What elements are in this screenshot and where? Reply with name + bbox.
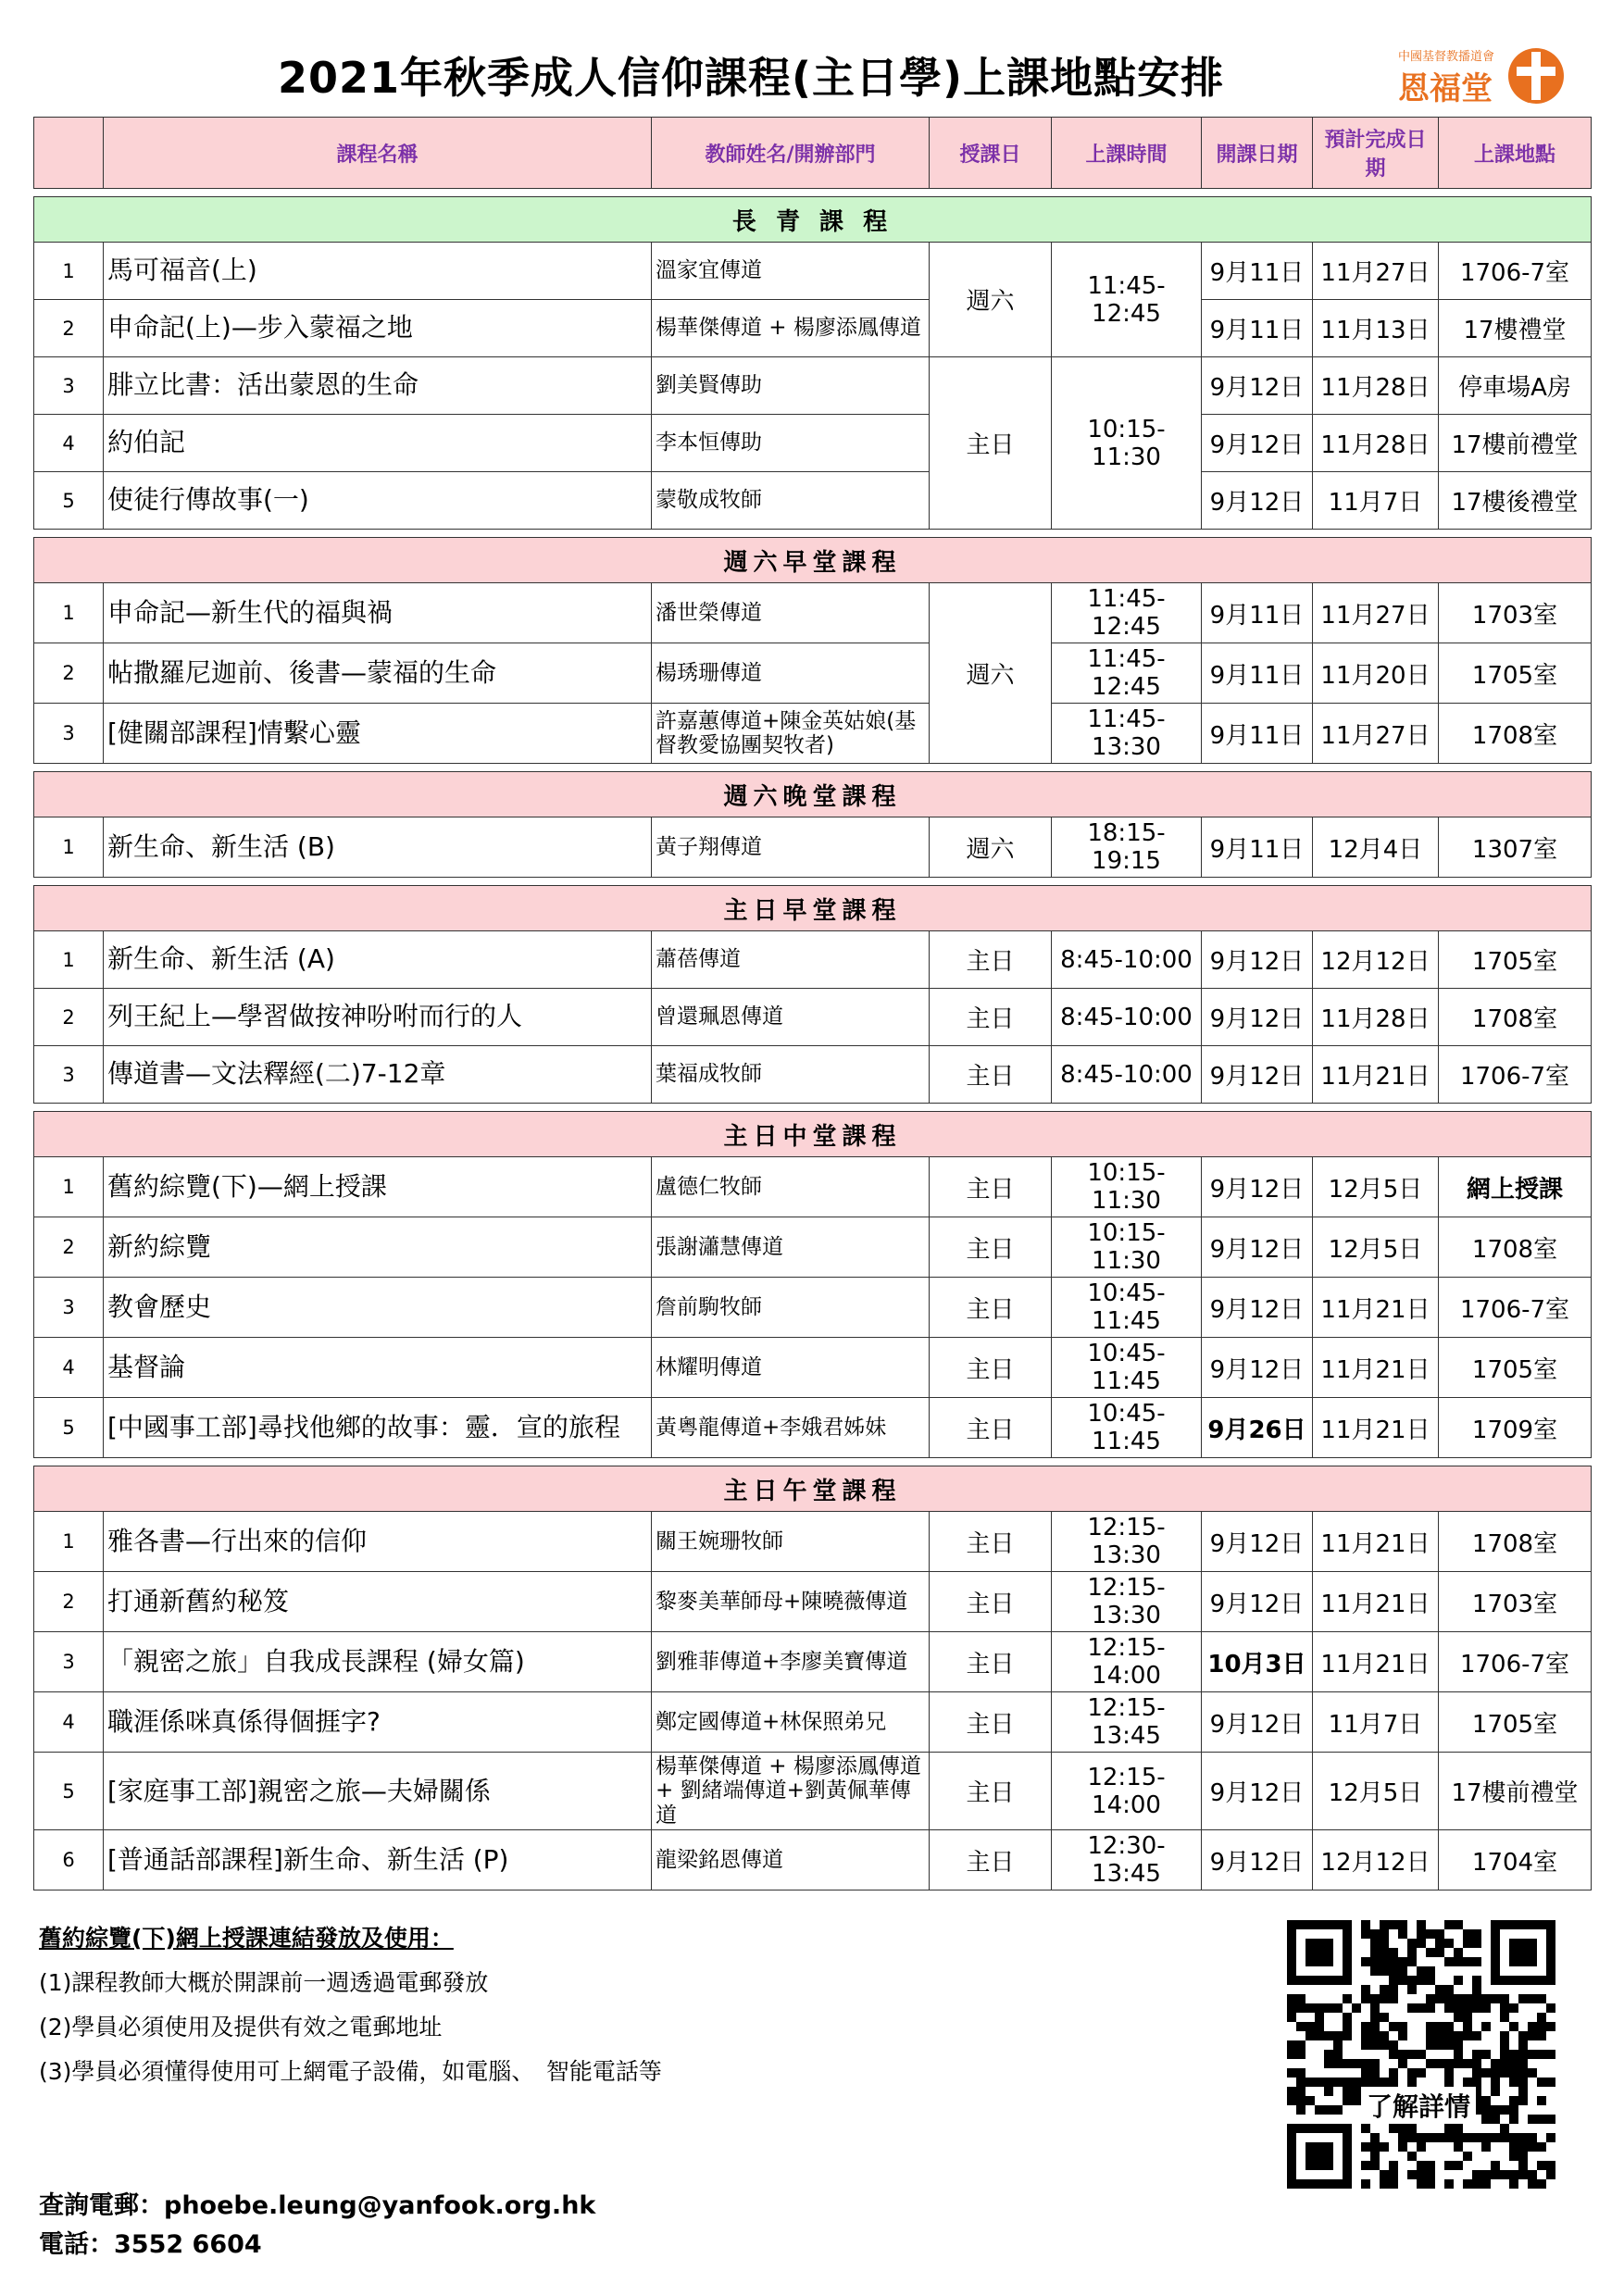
course-location: 1705室 <box>1439 643 1592 704</box>
course-end-date: 11月28日 <box>1313 415 1439 472</box>
course-row <box>34 472 1592 530</box>
course-day: 主日 <box>930 1512 1052 1572</box>
course-start-date: 9月12日 <box>1202 931 1313 989</box>
course-location: 1706-7室 <box>1439 243 1592 300</box>
course-teacher: 劉美賢傳助 <box>652 357 930 415</box>
section-title: 週六早堂課程 <box>34 538 1592 583</box>
course-start-date: 9月11日 <box>1202 300 1313 357</box>
course-name: 使徒行傳故事(一) <box>104 472 652 530</box>
course-location: 1708室 <box>1439 1512 1592 1572</box>
course-name: 約伯記 <box>104 415 652 472</box>
course-teacher: 蒙敬成牧師 <box>652 472 930 530</box>
section-title: 主日早堂課程 <box>34 886 1592 931</box>
section-title: 長 青 課 程 <box>34 197 1592 243</box>
course-start-date: 9月12日 <box>1202 357 1313 415</box>
course-day: 主日 <box>930 1572 1052 1632</box>
course-end-date: 11月21日 <box>1313 1398 1439 1458</box>
course-name: 職涯係咪真係得個捱字? <box>104 1692 652 1753</box>
course-start-date: 9月12日 <box>1202 1572 1313 1632</box>
course-name: 新約綜覽 <box>104 1217 652 1278</box>
course-teacher: 龍梁銘恩傳道 <box>652 1830 930 1890</box>
course-number: 1 <box>34 1512 104 1572</box>
course-teacher: 黃粵龍傳道+李娥君姊妹 <box>652 1398 930 1458</box>
course-location: 1706-7室 <box>1439 1278 1592 1338</box>
course-number: 4 <box>34 1338 104 1398</box>
course-number: 3 <box>34 1046 104 1104</box>
course-start-date: 9月26日 <box>1202 1398 1313 1458</box>
course-location: 17樓前禮堂 <box>1439 415 1592 472</box>
course-number: 1 <box>34 1157 104 1217</box>
course-day: 主日 <box>930 989 1052 1046</box>
course-start-date: 9月12日 <box>1202 1046 1313 1104</box>
course-location: 1705室 <box>1439 1692 1592 1753</box>
church-logo <box>1398 44 1565 107</box>
course-row <box>34 931 1592 989</box>
course-time: 12:15-14:00 <box>1052 1632 1202 1692</box>
cross-icon <box>1507 44 1565 107</box>
course-location: 1705室 <box>1439 931 1592 989</box>
course-name: 傳道書—文法釋經(二)7-12章 <box>104 1046 652 1104</box>
course-row <box>34 415 1592 472</box>
course-location: 1705室 <box>1439 1338 1592 1398</box>
course-end-date: 11月27日 <box>1313 704 1439 764</box>
course-number: 2 <box>34 1572 104 1632</box>
course-time: 8:45-10:00 <box>1052 989 1202 1046</box>
course-day: 週六 <box>930 243 1052 357</box>
course-row <box>34 704 1592 764</box>
course-teacher: 溫家宜傳道 <box>652 243 930 300</box>
course-time: 12:15-13:30 <box>1052 1572 1202 1632</box>
course-name: [家庭事工部]親密之旅—夫婦關係 <box>104 1753 652 1830</box>
course-start-date: 9月12日 <box>1202 1692 1313 1753</box>
course-row <box>34 1046 1592 1104</box>
course-name: 基督論 <box>104 1338 652 1398</box>
course-number: 3 <box>34 704 104 764</box>
course-end-date: 11月28日 <box>1313 989 1439 1046</box>
course-location: 1703室 <box>1439 583 1592 643</box>
course-end-date: 12月5日 <box>1313 1753 1439 1830</box>
course-number: 3 <box>34 1278 104 1338</box>
notes-item: (1)課程教師大概於開課前一週透過電郵發放 <box>39 1969 489 1996</box>
course-end-date: 11月27日 <box>1313 583 1439 643</box>
course-row <box>34 817 1592 878</box>
course-time: 8:45-10:00 <box>1052 1046 1202 1104</box>
course-time: 10:15-11:30 <box>1052 1217 1202 1278</box>
course-name: 腓立比書：活出蒙恩的生命 <box>104 357 652 415</box>
course-name: 列王紀上—學習做按神吩咐而行的人 <box>104 989 652 1046</box>
course-start-date: 9月11日 <box>1202 243 1313 300</box>
course-start-date: 9月12日 <box>1202 1753 1313 1830</box>
column-header: 課程名稱 <box>104 118 652 189</box>
course-end-date: 12月12日 <box>1313 1830 1439 1890</box>
course-end-date: 11月21日 <box>1313 1278 1439 1338</box>
column-header: 上課地點 <box>1439 118 1592 189</box>
course-row <box>34 1157 1592 1217</box>
course-row <box>34 1338 1592 1398</box>
notes-item: (2)學員必須使用及提供有效之電郵地址 <box>39 2014 443 2040</box>
contact-info <box>39 2187 595 2265</box>
course-start-date: 9月12日 <box>1202 1512 1313 1572</box>
course-number: 5 <box>34 472 104 530</box>
course-start-date: 9月11日 <box>1202 643 1313 704</box>
course-name: 打通新舊約秘笈 <box>104 1572 652 1632</box>
course-name: [中國事工部]尋找他鄉的故事：靈．宣的旅程 <box>104 1398 652 1458</box>
course-row <box>34 1278 1592 1338</box>
course-location: 1706-7室 <box>1439 1632 1592 1692</box>
qr-code-image <box>1281 1915 1561 2192</box>
course-start-date: 9月12日 <box>1202 472 1313 530</box>
course-time: 10:45-11:45 <box>1052 1338 1202 1398</box>
column-header: 教師姓名/開辦部門 <box>652 118 930 189</box>
course-start-date: 9月12日 <box>1202 1157 1313 1217</box>
course-teacher: 關王婉珊牧師 <box>652 1512 930 1572</box>
course-time: 12:15-13:45 <box>1052 1692 1202 1753</box>
course-time: 11:45-12:45 <box>1052 643 1202 704</box>
course-location: 17樓禮堂 <box>1439 300 1592 357</box>
online-course-notes <box>39 1916 662 2094</box>
course-row <box>34 1572 1592 1632</box>
column-header <box>34 118 104 189</box>
section-title: 週六晚堂課程 <box>34 772 1592 817</box>
course-number: 2 <box>34 643 104 704</box>
logo-subtitle: 中國基督教播道會 <box>1398 50 1495 64</box>
course-time: 8:45-10:00 <box>1052 931 1202 989</box>
course-number: 1 <box>34 931 104 989</box>
schedule-table <box>33 117 1592 1890</box>
course-location: 1307室 <box>1439 817 1592 878</box>
course-day: 主日 <box>930 1632 1052 1692</box>
course-time: 11:45-13:30 <box>1052 704 1202 764</box>
contact-phone: 電話：3552 6604 <box>39 2230 262 2259</box>
course-name: 雅各書—行出來的信仰 <box>104 1512 652 1572</box>
course-name: 帖撒羅尼迦前、後書—蒙福的生命 <box>104 643 652 704</box>
course-teacher: 楊華傑傳道 + 楊廖添鳳傳道 <box>652 300 930 357</box>
course-row <box>34 1692 1592 1753</box>
course-day: 主日 <box>930 1217 1052 1278</box>
course-day: 主日 <box>930 1692 1052 1753</box>
course-location: 1708室 <box>1439 989 1592 1046</box>
course-end-date: 11月7日 <box>1313 1692 1439 1753</box>
course-day: 主日 <box>930 357 1052 530</box>
course-name: [健關部課程]情繫心靈 <box>104 704 652 764</box>
column-header: 授課日 <box>930 118 1052 189</box>
course-name: 馬可福音(上) <box>104 243 652 300</box>
course-location: 1704室 <box>1439 1830 1592 1890</box>
course-teacher: 盧德仁牧師 <box>652 1157 930 1217</box>
course-end-date: 11月21日 <box>1313 1572 1439 1632</box>
course-teacher: 林耀明傳道 <box>652 1338 930 1398</box>
course-day: 主日 <box>930 1753 1052 1830</box>
course-day: 週六 <box>930 817 1052 878</box>
course-number: 1 <box>34 817 104 878</box>
course-number: 4 <box>34 1692 104 1753</box>
course-time: 10:15-11:30 <box>1052 357 1202 530</box>
course-number: 2 <box>34 1217 104 1278</box>
course-teacher: 蕭蓓傳道 <box>652 931 930 989</box>
course-number: 4 <box>34 415 104 472</box>
course-teacher: 詹前駒牧師 <box>652 1278 930 1338</box>
course-row <box>34 357 1592 415</box>
course-row <box>34 1217 1592 1278</box>
course-end-date: 12月5日 <box>1313 1217 1439 1278</box>
page-title: 2021年秋季成人信仰課程(主日學)上課地點安排 <box>278 53 1225 103</box>
course-number: 2 <box>34 300 104 357</box>
logo-name: 恩福堂 <box>1398 70 1493 107</box>
course-start-date: 9月12日 <box>1202 1830 1313 1890</box>
course-location: 1709室 <box>1439 1398 1592 1458</box>
course-teacher: 許嘉蕙傳道+陳金英姑娘(基督教愛協團契牧者) <box>652 704 930 764</box>
course-time: 11:45-12:45 <box>1052 243 1202 357</box>
course-location: 1703室 <box>1439 1572 1592 1632</box>
course-start-date: 10月3日 <box>1202 1632 1313 1692</box>
notes-heading: 舊約綜覽(下)網上授課連結發放及使用： <box>39 1925 454 1952</box>
section-title: 主日午堂課程 <box>34 1466 1592 1512</box>
course-number: 3 <box>34 1632 104 1692</box>
course-start-date: 9月12日 <box>1202 1217 1313 1278</box>
course-end-date: 11月21日 <box>1313 1338 1439 1398</box>
course-location: 17樓後禮堂 <box>1439 472 1592 530</box>
qr-code[interactable] <box>1281 1915 1561 2192</box>
course-teacher: 葉福成牧師 <box>652 1046 930 1104</box>
section-title: 主日中堂課程 <box>34 1112 1592 1157</box>
course-end-date: 11月7日 <box>1313 472 1439 530</box>
notes-item: (3)學員必須懂得使用可上網電子設備，如電腦、 智能電話等 <box>39 2058 662 2085</box>
course-row <box>34 243 1592 300</box>
course-name: 舊約綜覽(下)—網上授課 <box>104 1157 652 1217</box>
course-teacher: 潘世榮傳道 <box>652 583 930 643</box>
course-end-date: 11月27日 <box>1313 243 1439 300</box>
course-location: 停車場A房 <box>1439 357 1592 415</box>
course-start-date: 9月12日 <box>1202 1338 1313 1398</box>
column-header: 開課日期 <box>1202 118 1313 189</box>
contact-email: 查詢電郵：phoebe.leung@yanfook.org.hk <box>39 2191 596 2220</box>
course-day: 主日 <box>930 1278 1052 1338</box>
course-location: 17樓前禮堂 <box>1439 1753 1592 1830</box>
course-start-date: 9月12日 <box>1202 1278 1313 1338</box>
course-day: 主日 <box>930 1338 1052 1398</box>
course-end-date: 12月5日 <box>1313 1157 1439 1217</box>
course-end-date: 12月12日 <box>1313 931 1439 989</box>
course-number: 5 <box>34 1398 104 1458</box>
course-time: 10:45-11:45 <box>1052 1278 1202 1338</box>
course-teacher: 黃子翔傳道 <box>652 817 930 878</box>
course-time: 12:30-13:45 <box>1052 1830 1202 1890</box>
course-row <box>34 1632 1592 1692</box>
course-time: 11:45-12:45 <box>1052 583 1202 643</box>
course-teacher: 劉雅菲傳道+李廖美寶傳道 <box>652 1632 930 1692</box>
course-teacher: 楊琇珊傳道 <box>652 643 930 704</box>
course-teacher: 張謝瀟慧傳道 <box>652 1217 930 1278</box>
course-number: 3 <box>34 357 104 415</box>
course-time: 12:15-14:00 <box>1052 1753 1202 1830</box>
course-day: 週六 <box>930 583 1052 764</box>
course-end-date: 11月21日 <box>1313 1632 1439 1692</box>
course-day: 主日 <box>930 1398 1052 1458</box>
course-start-date: 9月12日 <box>1202 415 1313 472</box>
course-location: 1708室 <box>1439 1217 1592 1278</box>
course-time: 18:15-19:15 <box>1052 817 1202 878</box>
course-day: 主日 <box>930 1830 1052 1890</box>
course-name: 新生命、新生活 (B) <box>104 817 652 878</box>
course-teacher: 曾還珮恩傳道 <box>652 989 930 1046</box>
course-row <box>34 583 1592 643</box>
course-teacher: 黎麥美華師母+陳曉薇傳道 <box>652 1572 930 1632</box>
course-location: 1708室 <box>1439 704 1592 764</box>
qr-label: 了解詳情 <box>1361 2087 1476 2124</box>
course-start-date: 9月12日 <box>1202 989 1313 1046</box>
course-end-date: 11月20日 <box>1313 643 1439 704</box>
course-name: 申命記(上)—步入蒙福之地 <box>104 300 652 357</box>
course-day: 主日 <box>930 931 1052 989</box>
course-row <box>34 1398 1592 1458</box>
course-name: 教會歷史 <box>104 1278 652 1338</box>
course-end-date: 12月4日 <box>1313 817 1439 878</box>
course-time: 10:15-11:30 <box>1052 1157 1202 1217</box>
course-row <box>34 989 1592 1046</box>
course-end-date: 11月13日 <box>1313 300 1439 357</box>
course-number: 1 <box>34 583 104 643</box>
course-start-date: 9月11日 <box>1202 704 1313 764</box>
course-location: 1706-7室 <box>1439 1046 1592 1104</box>
course-start-date: 9月11日 <box>1202 817 1313 878</box>
course-number: 2 <box>34 989 104 1046</box>
course-teacher: 鄭定國傳道+林保照弟兄 <box>652 1692 930 1753</box>
course-end-date: 11月21日 <box>1313 1512 1439 1572</box>
course-time: 12:15-13:30 <box>1052 1512 1202 1572</box>
course-number: 5 <box>34 1753 104 1830</box>
course-end-date: 11月21日 <box>1313 1046 1439 1104</box>
course-row <box>34 300 1592 357</box>
course-row <box>34 1512 1592 1572</box>
course-number: 6 <box>34 1830 104 1890</box>
course-number: 1 <box>34 243 104 300</box>
course-location: 網上授課 <box>1439 1157 1592 1217</box>
course-row <box>34 1830 1592 1890</box>
course-teacher: 楊華傑傳道 + 楊廖添鳳傳道+ 劉緒端傳道+劉黃佩華傳道 <box>652 1753 930 1830</box>
column-header: 預計完成日期 <box>1313 118 1439 189</box>
course-day: 主日 <box>930 1157 1052 1217</box>
course-start-date: 9月11日 <box>1202 583 1313 643</box>
course-name: 申命記—新生代的福與禍 <box>104 583 652 643</box>
course-name: 新生命、新生活 (A) <box>104 931 652 989</box>
column-header: 上課時間 <box>1052 118 1202 189</box>
course-name: 「親密之旅」自我成長課程 (婦女篇) <box>104 1632 652 1692</box>
course-teacher: 李本恒傳助 <box>652 415 930 472</box>
course-name: [普通話部課程]新生命、新生活 (P) <box>104 1830 652 1890</box>
course-day: 主日 <box>930 1046 1052 1104</box>
course-row <box>34 1753 1592 1830</box>
course-end-date: 11月28日 <box>1313 357 1439 415</box>
course-time: 10:45-11:45 <box>1052 1398 1202 1458</box>
course-row <box>34 643 1592 704</box>
